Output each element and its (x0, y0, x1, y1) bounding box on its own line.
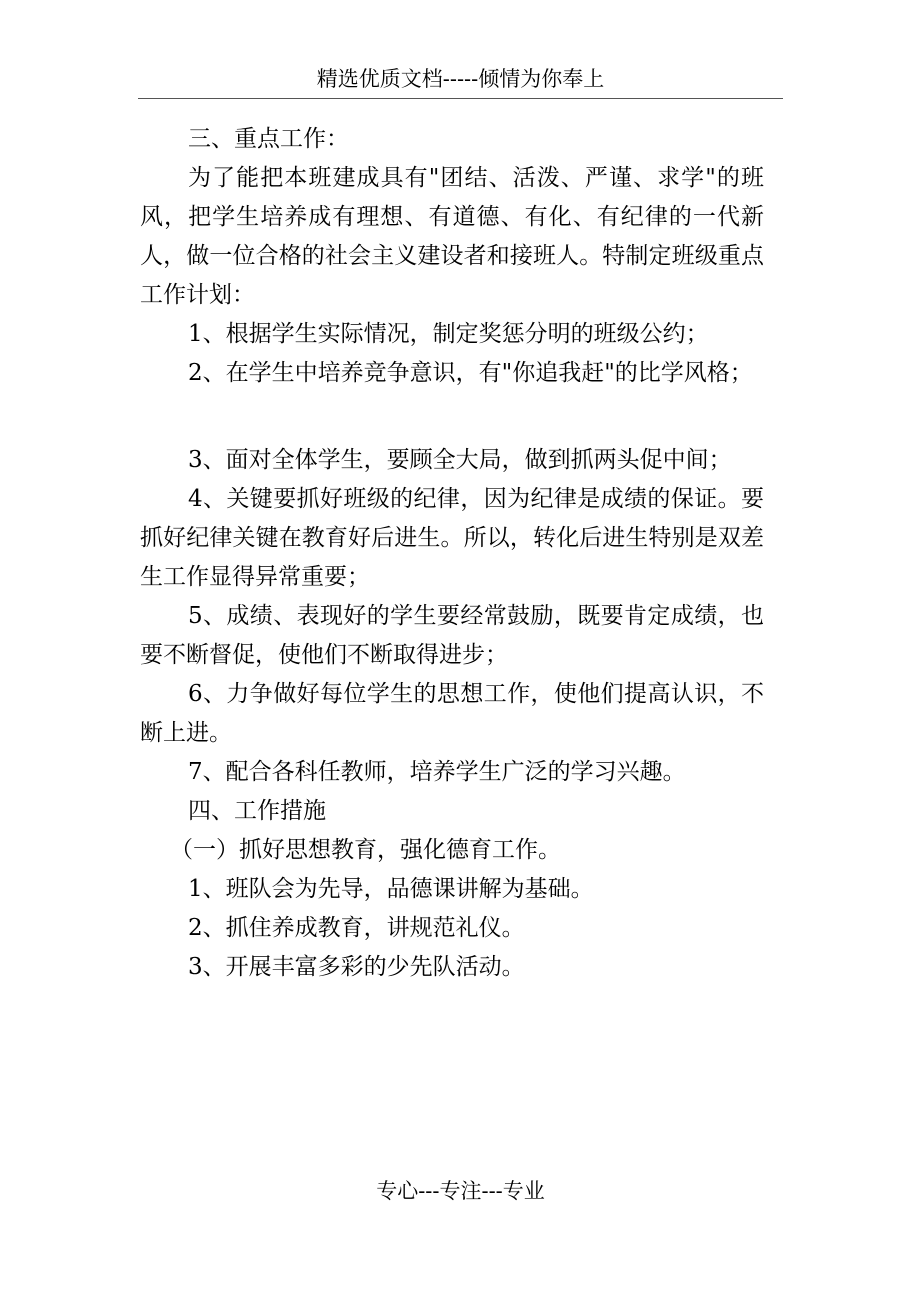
document-body (140, 120, 764, 987)
section-heading-measures: 四、工作措施 (188, 798, 326, 824)
list-item-1: 1、根据学生实际情况，制定奖惩分明的班级公约； (188, 321, 709, 347)
measure-item-1: 1、班队会为先导，品德课讲解为基础。 (188, 876, 594, 902)
subsection-heading-moral-education: （一）抓好思想教育，强化德育工作。 (170, 837, 561, 863)
page-footer: 专心---专注---专业 (376, 1179, 545, 1203)
paragraph-intro: 为了能把本班建成具有"团结、活泼、严谨、求学"的班风，把学生培养成有理想、有道德、有化、有纪律的一代新人，做一位合格的社会主义建设者和接班人。特制定班级重点工作计划： (140, 165, 764, 308)
page-header: 精选优质文档-----倾情为你奉上 (316, 67, 605, 91)
measure-item-2: 2、抓住养成教育，讲规范礼仪。 (188, 915, 525, 941)
list-item-3: 3、面对全体学生，要顾全大局，做到抓两头促中间； (188, 447, 732, 473)
list-item-6: 6、力争做好每位学生的思想工作，使他们提高认识，不断上进。 (140, 681, 764, 746)
list-item-4: 4、关键要抓好班级的纪律，因为纪律是成绩的保证。要抓好纪律关键在教育好后进生。所以，转化后进生特别是双差生工作显得异常重要； (140, 486, 764, 590)
list-item-2: 2、在学生中培养竞争意识，有"你追我赶"的比学风格； (188, 360, 753, 386)
blank-line (140, 393, 764, 441)
list-item-7: 7、配合各科任教师，培养学生广泛的学习兴趣。 (188, 759, 686, 785)
section-heading-key-work: 三、重点工作： (188, 126, 349, 152)
list-item-5: 5、成绩、表现好的学生要经常鼓励，既要肯定成绩，也要不断督促，使他们不断取得进步； (140, 603, 764, 668)
measure-item-3: 3、开展丰富多彩的少先队活动。 (188, 954, 525, 980)
header-divider (138, 98, 783, 99)
